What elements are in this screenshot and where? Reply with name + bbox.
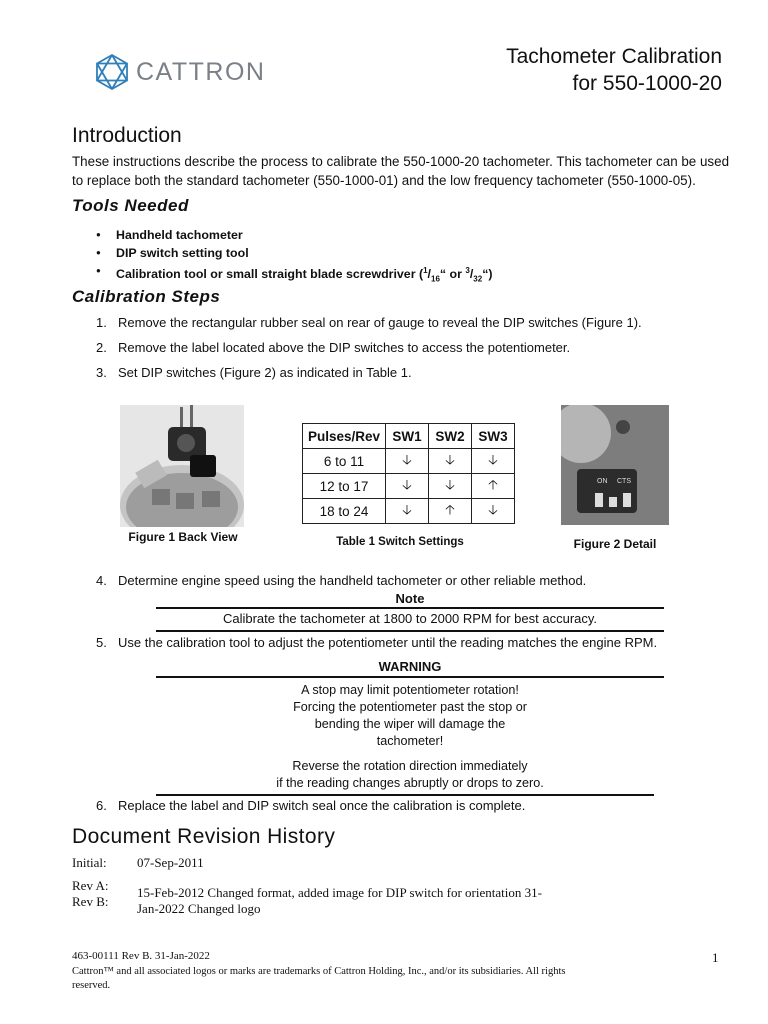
tools-heading: Tools Needed xyxy=(72,196,189,215)
table-1-caption: Table 1 Switch Settings xyxy=(336,536,464,548)
tool-item: ● Handheld tachometer xyxy=(92,226,493,244)
table-cell: 18 to 24 xyxy=(303,499,386,524)
arrow-icon: 🡣 xyxy=(386,474,429,499)
document-title xyxy=(506,43,722,97)
tool-item: ● Calibration tool or small straight blade screwdriver ($^1/_{16}“$ or $^3/_{32}“$) xyxy=(92,262,493,289)
cattron-logo-icon xyxy=(92,52,132,92)
footer-doc-number: 463-00111 Rev B. 31-Jan-2022 xyxy=(72,950,210,962)
intro-line-2: to replace both the standard tachometer (550-1000-01) and the low frequency tachometer (550-1000-05). xyxy=(72,173,696,188)
table-header-row xyxy=(303,424,515,449)
page-number: 1 xyxy=(712,950,719,965)
table-row xyxy=(303,499,515,524)
revision-text: 15-Feb-2012 Changed format, added image for DIP switch for orientation 31- Jan-2022 Changed logo xyxy=(137,885,542,916)
warning-top-rule xyxy=(156,676,664,678)
gauge-back-image xyxy=(120,405,244,527)
switch-settings-table xyxy=(302,423,515,524)
arrow-icon: 🡡 xyxy=(429,499,472,524)
dip-switch-detail-image xyxy=(561,405,669,525)
step-item: 3. Set DIP switches (Figure 2) as indicated in Table 1. xyxy=(96,365,412,380)
warning-paragraph-2: Reverse the rotation direction immediately if the reading changes abruptly or drops to zero. xyxy=(276,759,544,790)
step-item: 5. Use the calibration tool to adjust the potentiometer until the reading matches the engine RPM. xyxy=(96,635,658,650)
title-line-2: for 550-1000-20 xyxy=(572,72,722,95)
step-item: 1. Remove the rectangular rubber seal on rear of gauge to reveal the DIP switches (Figure 1). xyxy=(96,315,642,330)
note-title: Note xyxy=(395,591,425,606)
arrow-icon: 🡣 xyxy=(386,449,429,474)
tools-list xyxy=(92,226,493,289)
warning-title: WARNING xyxy=(378,659,442,674)
note-bottom-rule xyxy=(156,630,664,632)
warning-bottom-rule xyxy=(156,794,654,796)
revision-initial-label: Initial: xyxy=(72,855,107,870)
step-item: 6. Replace the label and DIP switch seal once the calibration is complete. xyxy=(96,798,526,813)
column-header: SW3 xyxy=(472,424,515,449)
step-item: 2. Remove the label located above the DIP switches to access the potentiometer. xyxy=(96,340,571,355)
note-text: Calibrate the tachometer at 1800 to 2000 RPM for best accuracy. xyxy=(222,611,598,626)
cattron-logo xyxy=(92,52,307,94)
table-cell: 6 to 11 xyxy=(303,449,386,474)
table-row xyxy=(303,474,515,499)
logo-wordmark: CATTRON xyxy=(136,58,266,86)
arrow-icon: 🡣 xyxy=(472,499,515,524)
figure-2-photo xyxy=(561,405,669,525)
step-item: 4. Determine engine speed using the handheld tachometer or other reliable method. xyxy=(96,573,587,588)
table-cell: 12 to 17 xyxy=(303,474,386,499)
table-row xyxy=(303,449,515,474)
figure-1-photo xyxy=(120,405,244,527)
tool-item: ● DIP switch setting tool xyxy=(92,244,493,262)
dip-on-label: ON xyxy=(597,478,608,485)
revision-labels xyxy=(72,878,108,910)
column-header: SW2 xyxy=(429,424,472,449)
column-header: Pulses/Rev xyxy=(303,424,386,449)
warning-paragraph-1: A stop may limit potentiometer rotation! Forcing the potentiometer past the stop or bending the wiper will damage the tachometer! xyxy=(293,683,527,748)
revision-initial-value: 07-Sep-2011 xyxy=(137,855,204,870)
calibration-heading: Calibration Steps xyxy=(72,287,221,306)
intro-line-1: These instructions describe the process to calibrate the 550-1000-20 tachometer. This tachometer can be used xyxy=(72,154,730,169)
dip-switch-label: CTS xyxy=(617,478,631,485)
arrow-icon: 🡣 xyxy=(429,474,472,499)
footer-trademark: Cattron™ and all associated logos or marks are trademarks of Cattron Holding, Inc., and/or its subsidiaries. All rights reserved. xyxy=(72,966,566,991)
arrow-icon: 🡡 xyxy=(472,474,515,499)
rev-a-label: Rev A: xyxy=(72,878,109,893)
figure-1-caption: Figure 1 Back View xyxy=(128,530,238,544)
introduction-heading: Introduction xyxy=(72,124,182,147)
revision-heading: Document Revision History xyxy=(72,825,336,848)
title-line-1: Tachometer Calibration xyxy=(506,45,722,68)
arrow-icon: 🡣 xyxy=(472,449,515,474)
rev-b-label: Rev B: xyxy=(72,894,109,909)
arrow-icon: 🡣 xyxy=(386,499,429,524)
introduction-text xyxy=(72,152,729,190)
figure-2-caption: Figure 2 Detail xyxy=(573,537,657,551)
note-top-rule xyxy=(156,607,664,609)
column-header: SW1 xyxy=(386,424,429,449)
arrow-icon: 🡣 xyxy=(429,449,472,474)
